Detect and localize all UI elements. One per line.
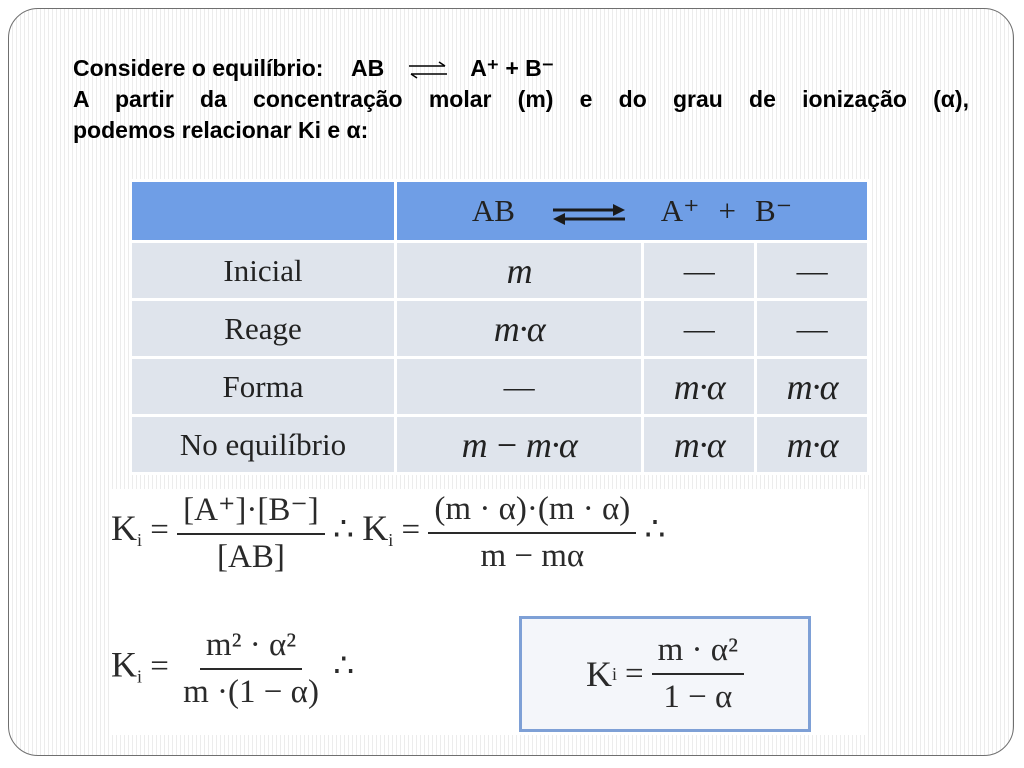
equals-sign: =	[625, 655, 644, 692]
equals-sign: =	[150, 512, 169, 549]
equilibrium-arrows-icon	[549, 203, 629, 225]
cell-ab: m	[396, 242, 643, 300]
formula-image	[111, 489, 868, 735]
cell-b: —	[756, 300, 869, 358]
therefore-sign: ∴	[333, 512, 355, 549]
ice-table	[129, 179, 870, 475]
header-product-b: B⁻	[755, 193, 793, 228]
cell-a: —	[643, 300, 756, 358]
fraction-denominator: m ·(1 − α)	[183, 674, 319, 710]
fraction-simplified	[177, 627, 325, 711]
fraction-denominator: m − mα	[480, 537, 585, 574]
therefore-sign: ∴	[333, 648, 355, 685]
header-equation-cell	[396, 181, 869, 242]
table-header-row	[131, 181, 869, 242]
intro-line: A partir da concentração molar (m) e do grau de ionização (α),	[73, 86, 969, 112]
row-label: Inicial	[131, 242, 396, 300]
header-empty-cell	[131, 181, 396, 242]
formula-row-2	[111, 627, 354, 711]
k-subscript: i	[137, 666, 143, 687]
k-symbol: K	[111, 508, 137, 549]
cell-ab: m·α	[396, 300, 643, 358]
equilibrium-arrows-icon	[405, 60, 451, 80]
result-box	[519, 616, 811, 732]
cell-b: m·α	[756, 416, 869, 474]
cell-a: —	[643, 242, 756, 300]
slide	[8, 8, 1014, 756]
fraction-substituted	[428, 491, 636, 575]
header-product-a: A⁺	[660, 193, 700, 228]
k-symbol: K	[362, 508, 389, 549]
k-symbol: K	[586, 654, 612, 694]
table-row	[131, 358, 869, 416]
equilibrium-reactant: AB	[351, 55, 385, 81]
equals-sign: =	[401, 512, 421, 549]
fraction-numerator: (m · α)·(m · α)	[428, 491, 636, 534]
equilibrium-label: Considere o equilíbrio:	[73, 55, 324, 81]
table-row	[131, 242, 869, 300]
equilibrium-line	[73, 53, 969, 84]
k-subscript: i	[612, 663, 618, 684]
equilibrium-products: A⁺ + B⁻	[470, 55, 554, 81]
fraction-numerator: m² · α²	[200, 627, 302, 670]
intro-line-2: podemos relacionar Ki e α:	[73, 117, 369, 143]
cell-a: m·α	[643, 416, 756, 474]
cell-a: m·α	[643, 358, 756, 416]
table-row	[131, 416, 869, 474]
row-label: Reage	[131, 300, 396, 358]
therefore-sign: ∴	[644, 512, 666, 549]
cell-ab: —	[396, 358, 643, 416]
cell-b: m·α	[756, 358, 869, 416]
fraction-result	[652, 632, 744, 716]
equals-sign: =	[150, 648, 169, 685]
row-label: Forma	[131, 358, 396, 416]
table-row	[131, 300, 869, 358]
row-label: No equilíbrio	[131, 416, 396, 474]
ice-table-image	[129, 179, 870, 475]
fraction-concentrations	[177, 489, 325, 576]
k-subscript: i	[388, 530, 394, 551]
fraction-denominator: [AB]	[217, 539, 285, 575]
slide-text	[73, 53, 969, 146]
cell-ab: m − m·α	[396, 416, 643, 474]
k-symbol: K	[111, 644, 137, 685]
fraction-numerator: m · α²	[652, 632, 744, 675]
cell-b: —	[756, 242, 869, 300]
formula-row-1	[111, 489, 666, 576]
header-reactant: AB	[471, 193, 515, 228]
fraction-numerator: [A⁺]·[B⁻]	[177, 489, 325, 535]
header-plus: +	[718, 193, 737, 228]
k-subscript: i	[137, 530, 143, 551]
fraction-denominator: 1 − α	[663, 679, 733, 715]
